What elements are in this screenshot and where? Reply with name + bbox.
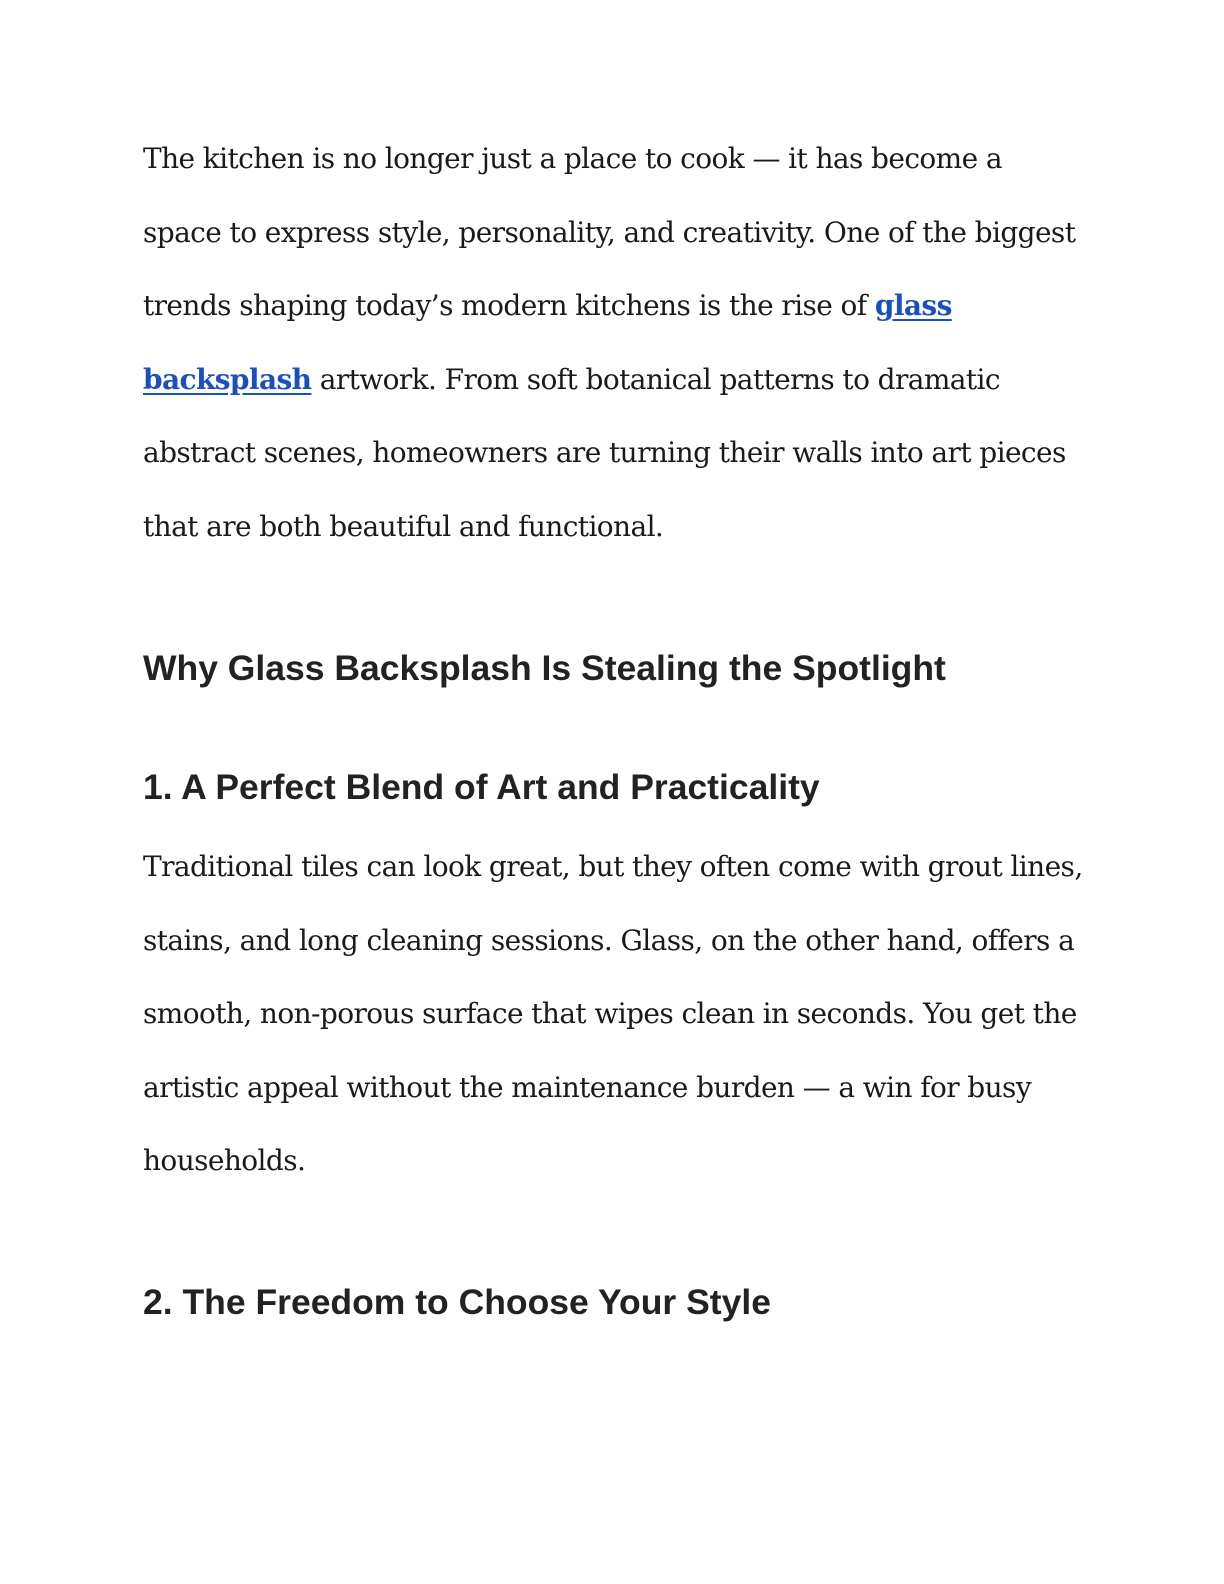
intro-text-before-link: The kitchen is no longer just a place to cook — it has become a space to express style, personality, and creativity. One of the biggest trends shaping today’s modern kitchens is the rise of [143, 142, 1076, 322]
subsection-1-paragraph: Traditional tiles can look great, but they often come with grout lines, stains, and long cleaning sessions. Glass, on the other hand, offers a smooth, non-porous surface that wipes clean in seconds. You get the artistic appeal without the maintenance burden — a win for busy households. [143, 850, 1083, 1177]
intro-text-after-link: artwork. From soft botanical patterns to dramatic abstract scenes, homeowners are turning their walls into art pieces that are both beautiful and functional. [143, 362, 1066, 543]
subsection-heading-1: 1. A Perfect Blend of Art and Practicality [143, 767, 820, 807]
section-heading: Why Glass Backsplash Is Stealing the Spotlight [143, 648, 946, 688]
glass-backsplash-link[interactable]: glass backsplash [143, 289, 952, 396]
intro-paragraph [143, 122, 1083, 563]
subsection-heading-2: 2. The Freedom to Choose Your Style [143, 1282, 771, 1322]
